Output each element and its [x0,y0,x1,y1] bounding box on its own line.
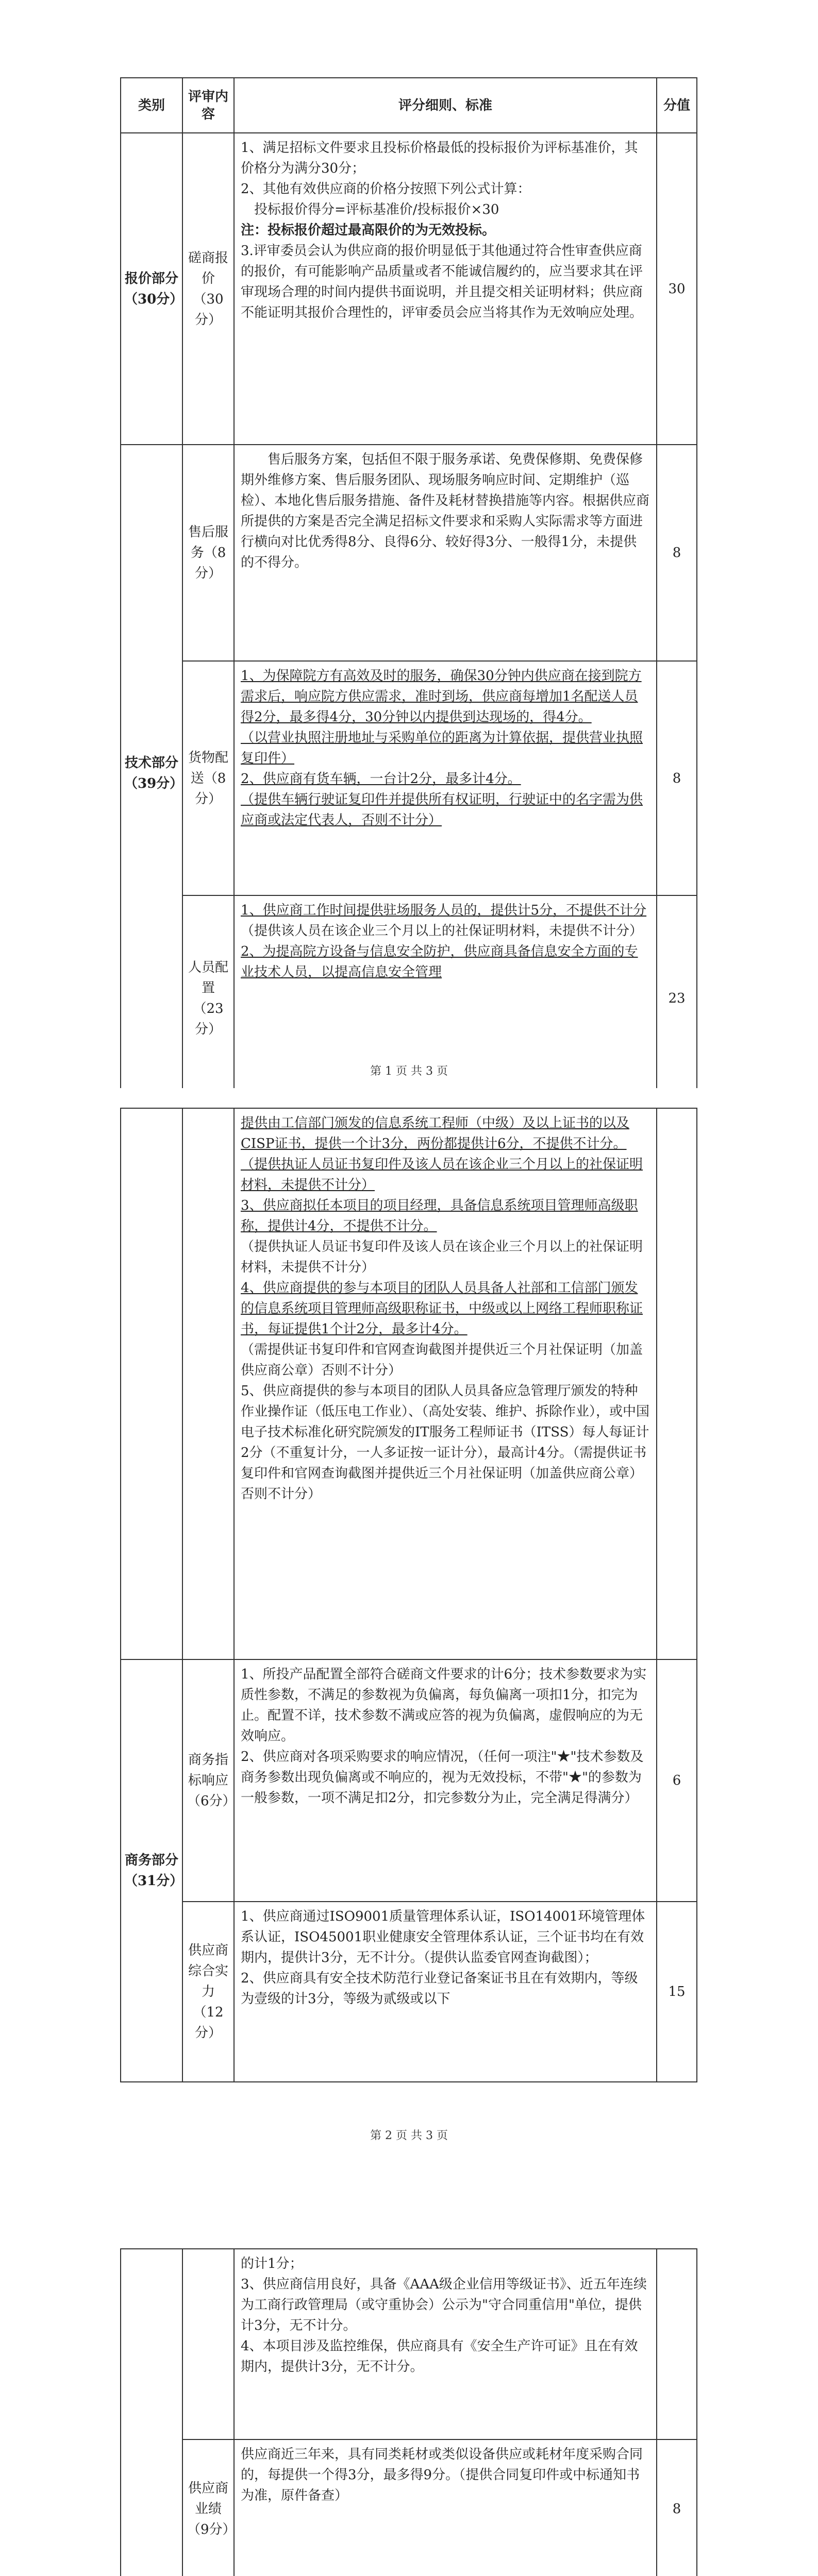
item-after-sales: 售后服务（8分） [182,445,234,661]
table-row [121,1108,697,1659]
table-row [121,445,697,661]
table-row [121,2439,697,2576]
header-category: 类别 [121,78,182,133]
score-delivery: 8 [657,661,697,895]
header-detail: 评分细则、标准 [234,78,657,133]
detail-price: 1、满足招标文件要求且投标价格最低的投标报价为评标基准价，其价格分为满分30分； 2、其他有效供应商的价格分按照下列公式计算： 投标报价得分=评标基准价/投标报价×30 注：投标报价超过最高限价的为无效投标。 3.评审委员会认为供应商的报价明显低于其他通过符合性审查供应商的报价，有可能影响产品质量或者不能诚信履约的，应当要求其在评审现场合理的时间内提供书面说明，并且提交相关证明材料；供应商不能证明其报价合理性的，评审委员会应当将其作为无效响应处理。 [234,133,657,445]
item-delivery: 货物配送（8分） [182,661,234,895]
detail-supplier-strength: 1、供应商通过ISO9001质量管理体系认证，ISO14001环境管理体系认证，ISO45001职业健康安全管理体系认证，三个证书均在有效期内，提供计3分，无不计分。（提供认监委官网查询截图）； 2、供应商具有安全技术防范行业登记备案证书且在有效期内，等级为壹级的计3分，等级为贰级或以下 [234,1902,657,2082]
table-row [121,661,697,895]
header-score: 分值 [657,78,697,133]
page-2 [0,1088,818,2228]
scoring-table-page-1 [120,77,697,1088]
category-tech: 技术部分（39分） [121,445,182,1088]
table-header-row [121,78,697,133]
detail-delivery: 1、为保障院方有高效及时的服务，确保30分钟内供应商在接到院方需求后，响应院方供应需求，准时到场，供应商每增加1名配送人员得2分，最多得4分，30分钟以内提供到达现场的，得4分。 （以营业执照注册地址与采购单位的距离为计算依据，提供营业执照复印件） 2、供应商有货车辆，一台计2分，最多计4分。 （提供车辆行驶证复印件并提供所有权证明，行驶证中的名字需为供应商或法定代表人，否则不计分） [234,661,657,895]
table-row [121,2249,697,2439]
table-row [121,1902,697,2082]
item-performance: 供应商业绩（9分） [182,2439,234,2576]
scoring-table-page-2 [120,1108,697,2082]
detail-after-sales: 售后服务方案，包括但不限于服务承诺、免费保修期、免费保修期外维修方案、售后服务团队、现场服务响应时间、定期维护（巡检）、本地化售后服务措施、备件及耗材替换措施等内容。根据供应商所提供的方案是否完全满足招标文件要求和采购人实际需求等方面进行横向对比优秀得8分、良得6分、较好得3分、一般得1分，未提供的不得分。 [234,445,657,661]
scoring-table-page-3 [120,2248,697,2576]
table-row [121,133,697,445]
category-business: 商务部分（31分） [121,1659,182,2082]
score-supplier-strength: 15 [657,1902,697,2082]
item-business-response: 商务指标响应（6分） [182,1659,234,1902]
score-business-response: 6 [657,1659,697,1902]
category-price: 报价部分（30分） [121,133,182,445]
detail-business-response: 1、所投产品配置全部符合磋商文件要求的计6分；技术参数要求为实质性参数，不满足的参数视为负偏离，每负偏离一项扣1分，扣完为止。配置不详，技术参数不满或应答的视为负偏离，虚假响应的为无效响应。 2、供应商对各项采购要求的响应情况，（任何一项注"★"技术参数及商务参数出现负偏离或不响应的，视为无效投标，不带"★"的参数为一般参数，一项不满足扣2分，扣完参数分为止，完全满足得满分） [234,1659,657,1902]
item-supplier-strength: 供应商综合实力（12分） [182,1902,234,2082]
page-1 [0,0,818,1088]
page-3 [0,2228,818,2576]
item-personnel: 人员配置（23分） [182,895,234,1088]
header-item: 评审内容 [182,78,234,133]
page-footer-1: 第 1 页 共 3 页 [370,1065,448,1078]
detail-strength-continued: 的计1分； 3、供应商信用良好，具备《AAA级企业信用等级证书》、近五年连续为工商行政管理局（或守重协会）公示为"守合同重信用"单位，提供计3分，无不计分。 4、本项目涉及监控维保，供应商具有《安全生产许可证》且在有效期内，提供计3分，无不计分。 [234,2249,657,2439]
score-performance: 8 [657,2439,697,2576]
score-after-sales: 8 [657,445,697,661]
table-row [121,895,697,1088]
table-row [121,1659,697,1902]
item-price: 磋商报价（30分） [182,133,234,445]
detail-personnel-continued: 提供由工信部门颁发的信息系统工程师（中级）及以上证书的以及CISP证书，提供一个计3分，两份都提供计6分，不提供不计分。 （提供执证人员证书复印件及该人员在该企业三个月以上的社保证明材料，未提供不计分） 3、供应商拟任本项目的项目经理，具备信息系统项目管理师高级职称，提供计4分，不提供不计分。 （提供执证人员证书复印件及该人员在该企业三个月以上的社保证明材料，未提供不计分） 4、供应商提供的参与本项目的团队人员具备人社部和工信部门颁发的信息系统项目管理师高级职称证书，中级或以上网络工程师职称证书，每证提供1个计2分，最多计4分。 （需提供证书复印件和官网查询截图并提供近三个月社保证明（加盖供应商公章）否则不计分） 5、供应商提供的参与本项目的团队人员具备应急管理厅颁发的特种作业操作证（低压电工作业）、（高处安装、维护、拆除作业），或中国电子技术标准化研究院颁发的IT服务工程师证书（ITSS）每人每证计2分（不重复计分，一人多证按一证计分），最高计4分。（需提供证书复印件和官网查询截图并提供近三个月社保证明（加盖供应商公章）否则不计分） [234,1108,657,1659]
detail-performance: 供应商近三年来，具有同类耗材或类似设备供应或耗材年度采购合同的，每提供一个得3分，最多得9分。（提供合同复印件或中标通知书为准，原件备查） [234,2439,657,2576]
score-personnel: 23 [657,895,697,1088]
detail-personnel: 1、供应商工作时间提供驻场服务人员的，提供计5分，不提供不计分 （提供该人员在该企业三个月以上的社保证明材料，未提供不计分） 2、为提高院方设备与信息安全防护，供应商具备信息安全方面的专业技术人员，以提高信息安全管理 [234,895,657,1088]
score-price: 30 [657,133,697,445]
page-footer-2: 第 2 页 共 3 页 [370,2129,448,2142]
